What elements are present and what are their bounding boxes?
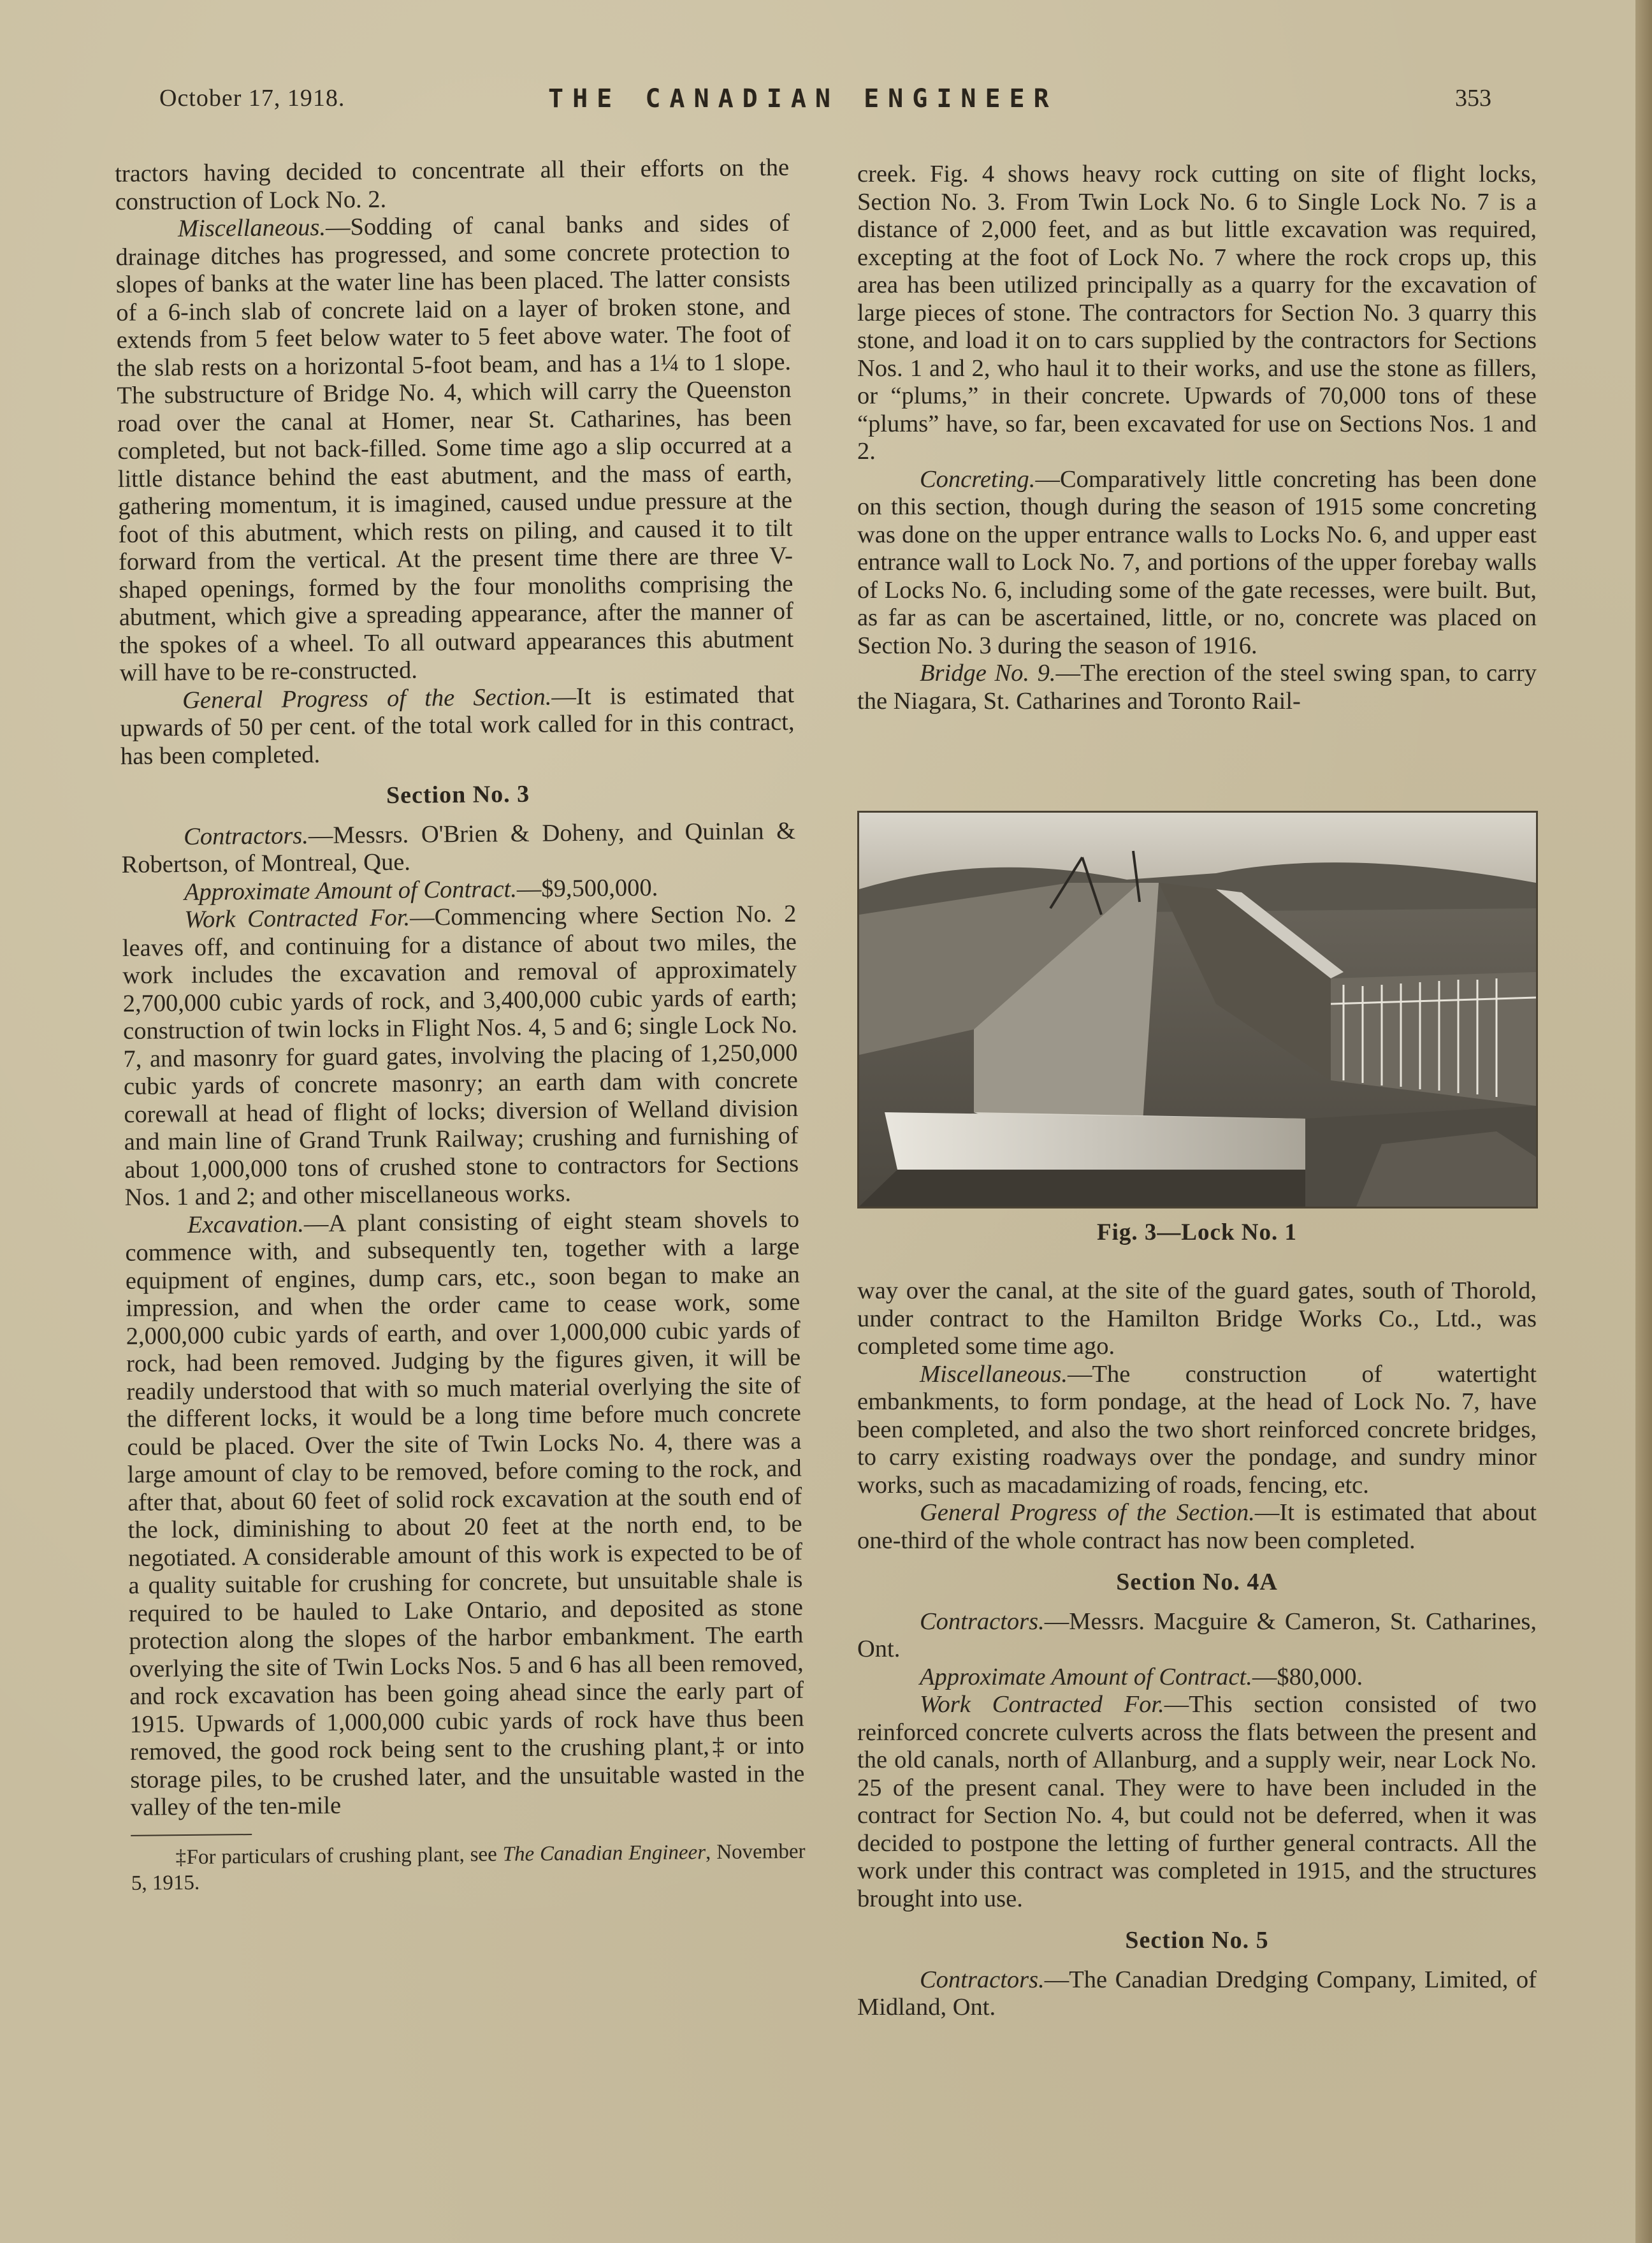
run-in-heading: Excavation. [187, 1210, 305, 1238]
run-in-heading: General Progress of the Section. [182, 683, 552, 714]
section-heading: Section No. 5 [1125, 1927, 1269, 1954]
right-column-top [857, 161, 1537, 715]
footnote-text: ‡For particulars of crushing plant, see [175, 1842, 503, 1869]
paragraph-excavation [125, 1205, 805, 1822]
paragraph-text: —Comparatively little concreting has been done on this section, though during the season of 1915 some concreting was done on the upper entrance walls to Locks No. 6, and upper east entrance wall to Lock No. 7, and portions of the upper forebay walls of Locks No. 6, including some of the gate recesses, were built. But, as far as can be ascertained, little, or no, concrete was placed on Section No. 3 during the season of 1916. [857, 465, 1537, 659]
paragraph-concreting [857, 466, 1537, 660]
paragraph-text: —Commencing where Section No. 2 leaves off, and continuing for a distance of about two miles, the work includes the excavation and removal of approximately 2,700,000 cubic yards of rock, and 3,400,000 cubic yards of earth; construction of twin locks in Flight Nos. 4, 5 and 6; single Lock No. 7, and masonry for guard gates, involving the placing of 1,250,000 cubic yards of concrete masonry; an earth dam with concrete corewall at head of flight of locks; diversion of Welland division and main line of Grand Trunk Railway; crushing and furnishing of about 1,000,000 tons of crushed stone to contractors for Sections Nos. 1 and 2; and other miscellaneous works. [122, 900, 799, 1211]
paragraph-work-contracted [122, 901, 799, 1212]
page-number: 353 [1455, 85, 1491, 112]
page-header [115, 84, 1491, 122]
run-in-heading: Approximate Amount of Contract. [184, 875, 518, 906]
run-in-heading: Work Contracted For. [920, 1691, 1164, 1718]
paragraph-contractors [121, 817, 796, 879]
paragraph-text: —Messrs. O'Brien & Doheny, and Quinlan & Robertson, of Montreal, Que. [121, 817, 796, 878]
paragraph: tractors having decided to concentrate all their efforts on the construction of Lock No. 2. [115, 154, 790, 215]
paragraph-text: —$9,500,000. [516, 874, 658, 903]
paragraph-bridge [857, 660, 1537, 715]
run-in-heading: Contractors. [920, 1608, 1045, 1635]
paragraph-text: —$80,000. [1252, 1663, 1363, 1690]
run-in-heading: Concreting. [920, 465, 1036, 493]
footnote-divider [131, 1834, 252, 1836]
paragraph: creek. Fig. 4 shows heavy rock cutting on site of flight locks, Section No. 3. From Twin Lock No. 6 to Single Lock No. 7 is a distance of 2,000 feet, and as but little excavation was required, excepting at the foot of Lock No. 7 where the rock crops up, this area has been utilized principally as a quarry for the excavation of large pieces of stone. The contractors for Section No. 3 quarry this stone, and load it on to cars supplied by the contractors for Sections Nos. 1 and 2, who haul it to their works, and use the stone as fillers, or “plums,” in their concrete. Upwards of 70,000 tons of these “plums” have, so far, been excavated for use on Sections Nos. 1 and 2. [857, 161, 1537, 465]
paragraph: way over the canal, at the site of the guard gates, south of Thorold, under contract to the Hamilton Bridge Works Co., Ltd., was completed some time ago. [857, 1277, 1537, 1360]
run-in-heading: Miscellaneous. [177, 214, 326, 243]
paragraph-miscellaneous [115, 210, 794, 688]
section-heading: Section No. 3 [386, 780, 530, 809]
section-heading: Section No. 4A [1116, 1569, 1278, 1595]
binding-edge [1635, 0, 1652, 2243]
figure-caption: Fig. 3—Lock No. 1 [1096, 1219, 1298, 1245]
issue-date: October 17, 1918. [159, 85, 345, 112]
paragraph-miscellaneous [857, 1361, 1537, 1500]
footnote-date: , November 5, 1915. [131, 1840, 806, 1895]
paragraph-contractors [857, 1966, 1537, 2022]
run-in-heading: Contractors. [920, 1966, 1045, 1993]
right-column-bottom [857, 1277, 1537, 2022]
paragraph-text: —A plant consisting of eight steam shovels to commence with, and subsequently ten, together with a large equipment of engines, dump cars, etc., soon began to make an impression, and when the order came to cease work, some 2,000,000 cubic yards of earth, and over 1,000,000 cubic yards of rock, had been removed. Judging by the figures given, it will be readily understood that with so much material overlying the site of the different locks, it would be a long time before much concrete could be placed. Over the site of Twin Locks No. 4, there was a large amount of clay to be removed, before coming to the rock, and after that, about 60 feet of solid rock excavation at the south end of the lock, diminishing to about 20 feet at the north end, to be negotiated. A considerable amount of this work is expected to be of a quality suitable for crushing for concrete, but unsuitable shale is required to be hauled to Lake Ontario, and deposited as stone protection along the slopes of the harbor embankment. The earth overlying the site of Twin Locks Nos. 5 and 6 has all been removed, and rock excavation has been going ahead since the early part of 1915. Upwards of 1,000,000 cubic yards of rock have thus been removed, the good rock being sent to the crushing plant,‡ or into storage piles, to be crushed later, and the unsuitable wasted in the valley of the ten-mile [125, 1205, 805, 1821]
paragraph-text: —Sodding of canal banks and sides of drainage ditches has progressed, and some concrete protection to slopes of banks at the water line has been placed. The latter consists of a 6-inch slab of concrete laid on a layer of broken stone, and extends from 5 feet below water to 5 feet above water. The foot of the slab rests on a horizontal 5-foot beam, and has a 1¼ to 1 slope. The substructure of Bridge No. 4, which will carry the Queenston road over the canal at Homer, near St. Catharines, has been completed, but not back-filled. Some time ago a slip occurred at a little distance behind the east abutment, and the mass of earth, gathering momentum, it is imagined, caused undue pressure at the foot of this abutment, which rests on piling, and caused it to tilt forward from the vertical. At the present time there are three V-shaped openings, formed by the four monoliths comprising the abutment, which give a spreading appearance, after the manner of the spokes of a wheel. To all outward appearances this abutment will have to be re-constructed. [115, 209, 794, 686]
run-in-heading: Bridge No. 9. [920, 660, 1056, 686]
paragraph-text: —Messrs. Macguire & Cameron, St. Catharines, Ont. [857, 1608, 1537, 1662]
paragraph-general-progress [857, 1499, 1537, 1555]
lock-photo-illustration [859, 813, 1536, 1207]
paragraph-text: —It is estimated that upwards of 50 per cent. of the total work called for in this contract, has been completed. [120, 681, 795, 770]
footnote-journal: The Canadian Engineer [502, 1840, 706, 1866]
paragraph-text: —It is estimated that about one-third of the whole contract has now been completed. [857, 1499, 1537, 1554]
paragraph-amount [857, 1664, 1537, 1692]
paragraph-text: —This section consisted of two reinforced concrete culverts across the flats between the present and the old canals, north of Allanburg, and a supply weir, near Lock No. 25 of the present canal. They were to have been included in the contract for Section No. 4, but could not be deferred, when it was decided to postpone the letting of further general contracts. All the work under this contract was completed in 1915, and the structures brought into use. [857, 1691, 1537, 1912]
left-column [115, 154, 806, 1896]
journal-title: THE CANADIAN ENGINEER [548, 84, 1058, 113]
footnote [131, 1838, 806, 1896]
run-in-heading: Contractors. [183, 822, 309, 850]
paragraph-text: —The Canadian Dredging Company, Limited, of Midland, Ont. [857, 1966, 1537, 2021]
paragraph-contractors [857, 1608, 1537, 1664]
run-in-heading: General Progress of the Section. [920, 1499, 1255, 1526]
run-in-heading: Work Contracted For. [184, 904, 410, 934]
paragraph-work-contracted [857, 1691, 1537, 1913]
paragraph-text: —The construction of watertight embankments, to form pondage, at the head of Lock No. 7, have been completed, and also the two short reinforced concrete bridges, to carry existing roadways over the pondage, and sundry minor works, such as macadamizing of roads, fencing, etc. [857, 1360, 1537, 1499]
lock-photograph [857, 811, 1538, 1209]
run-in-heading: Miscellaneous. [920, 1360, 1068, 1388]
paragraph-text: —The erection of the steel swing span, to carry the Niagara, St. Catharines and Toronto Rail- [857, 660, 1537, 715]
paragraph-general-progress [120, 681, 795, 771]
run-in-heading: Approximate Amount of Contract. [920, 1663, 1252, 1690]
